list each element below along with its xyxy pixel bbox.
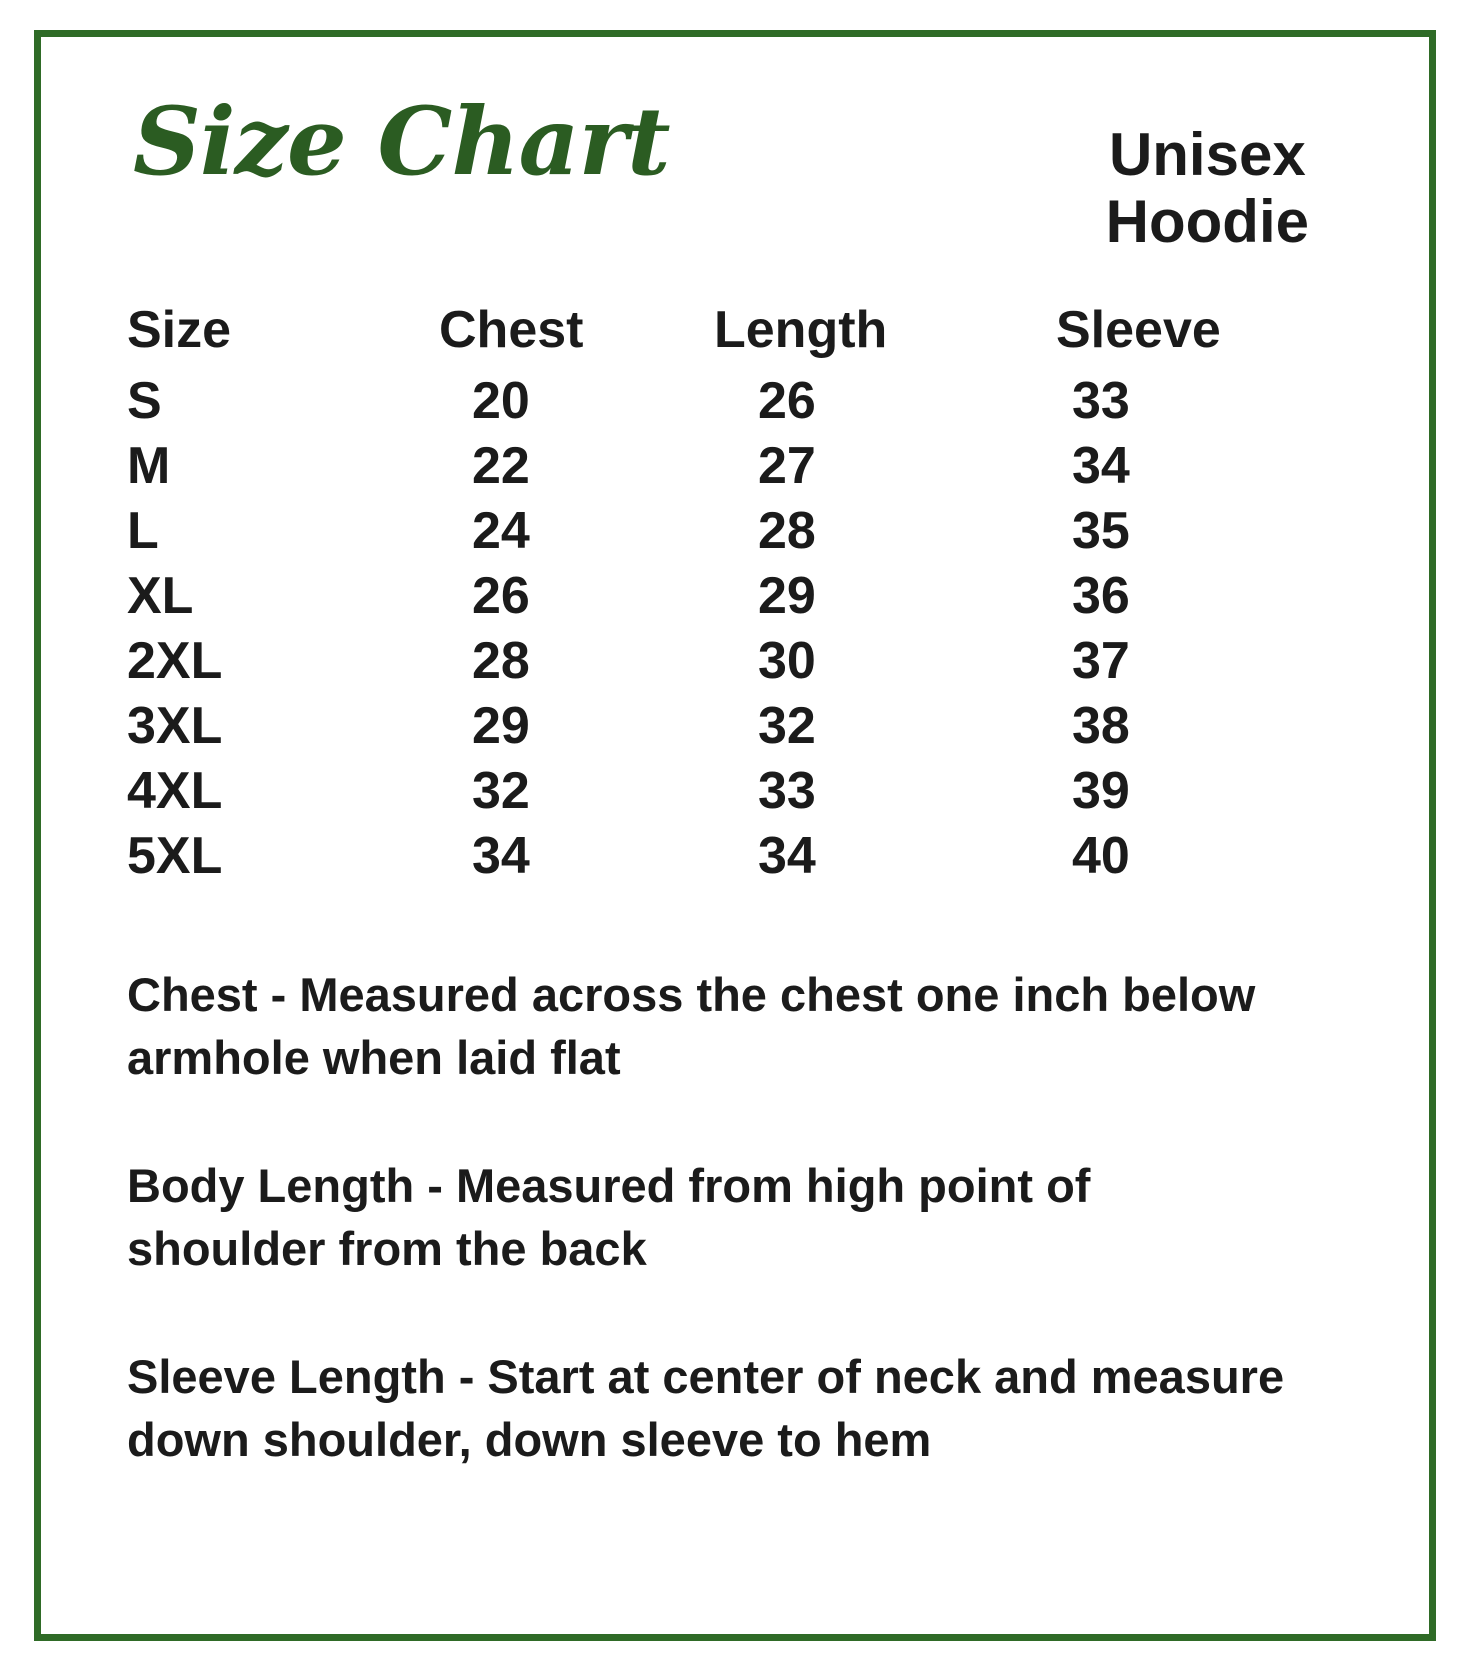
cell-size: 4XL [127, 762, 223, 820]
table-row [127, 492, 1309, 557]
cell-sleeve: 33 [1072, 372, 1130, 430]
cell-chest: 34 [472, 827, 530, 885]
product-name [1106, 121, 1309, 255]
column-header-sleeve: Sleeve [1056, 301, 1221, 359]
column-header-size: Size [127, 301, 232, 359]
cell-chest: 22 [472, 437, 530, 495]
cell-sleeve: 40 [1072, 827, 1130, 885]
cell-length: 29 [758, 567, 816, 625]
cell-size: 2XL [127, 632, 223, 690]
table-header [127, 291, 1309, 359]
cell-size: XL [127, 567, 194, 625]
cell-size: 5XL [127, 827, 223, 885]
note-sleeve-length: Sleeve Length - Start at center of neck and measure down shoulder, down sleeve to hem [127, 1350, 1285, 1466]
cell-chest: 32 [472, 762, 530, 820]
table-row [127, 622, 1309, 687]
cell-sleeve: 39 [1072, 762, 1130, 820]
table-row [127, 356, 1309, 427]
cell-chest: 29 [472, 697, 530, 755]
table-row [127, 817, 1309, 882]
product-name-line1: Unisex [1108, 121, 1306, 188]
cell-size: S [127, 372, 162, 430]
page-title: Size Chart [133, 87, 670, 197]
cell-chest: 28 [472, 632, 530, 690]
table-body [127, 356, 1309, 885]
cell-length: 26 [758, 372, 816, 430]
cell-sleeve: 38 [1072, 697, 1130, 755]
cell-length: 34 [758, 827, 816, 885]
cell-sleeve: 36 [1072, 567, 1130, 625]
measurement-notes [127, 964, 1297, 1471]
cell-chest: 24 [472, 502, 530, 560]
green-border-frame [34, 30, 1436, 1641]
table-row [127, 557, 1309, 622]
table-row [127, 427, 1309, 492]
size-measurements-table [127, 291, 1309, 885]
cell-size: M [127, 437, 171, 495]
column-header-chest: Chest [439, 301, 584, 359]
cell-length: 32 [758, 697, 816, 755]
cell-sleeve: 35 [1072, 502, 1130, 560]
header [127, 87, 1363, 285]
note-body-length: Body Length - Measured from high point of shoulder from the back [127, 1159, 1091, 1275]
table-header-row [127, 291, 1309, 356]
cell-chest: 20 [472, 372, 530, 430]
table-row [127, 687, 1309, 752]
note-chest: Chest - Measured across the chest one inch below armhole when laid flat [127, 968, 1256, 1084]
product-name-line2: Hoodie [1105, 188, 1309, 256]
cell-chest: 26 [472, 567, 530, 625]
table-row [127, 752, 1309, 817]
cell-length: 33 [758, 762, 816, 820]
column-header-length: Length [714, 301, 888, 359]
cell-size: L [127, 502, 159, 560]
cell-length: 28 [758, 502, 816, 560]
cell-length: 30 [758, 632, 816, 690]
cell-sleeve: 37 [1072, 632, 1130, 690]
cell-sleeve: 34 [1072, 437, 1130, 495]
cell-length: 27 [758, 437, 816, 495]
cell-size: 3XL [127, 697, 223, 755]
